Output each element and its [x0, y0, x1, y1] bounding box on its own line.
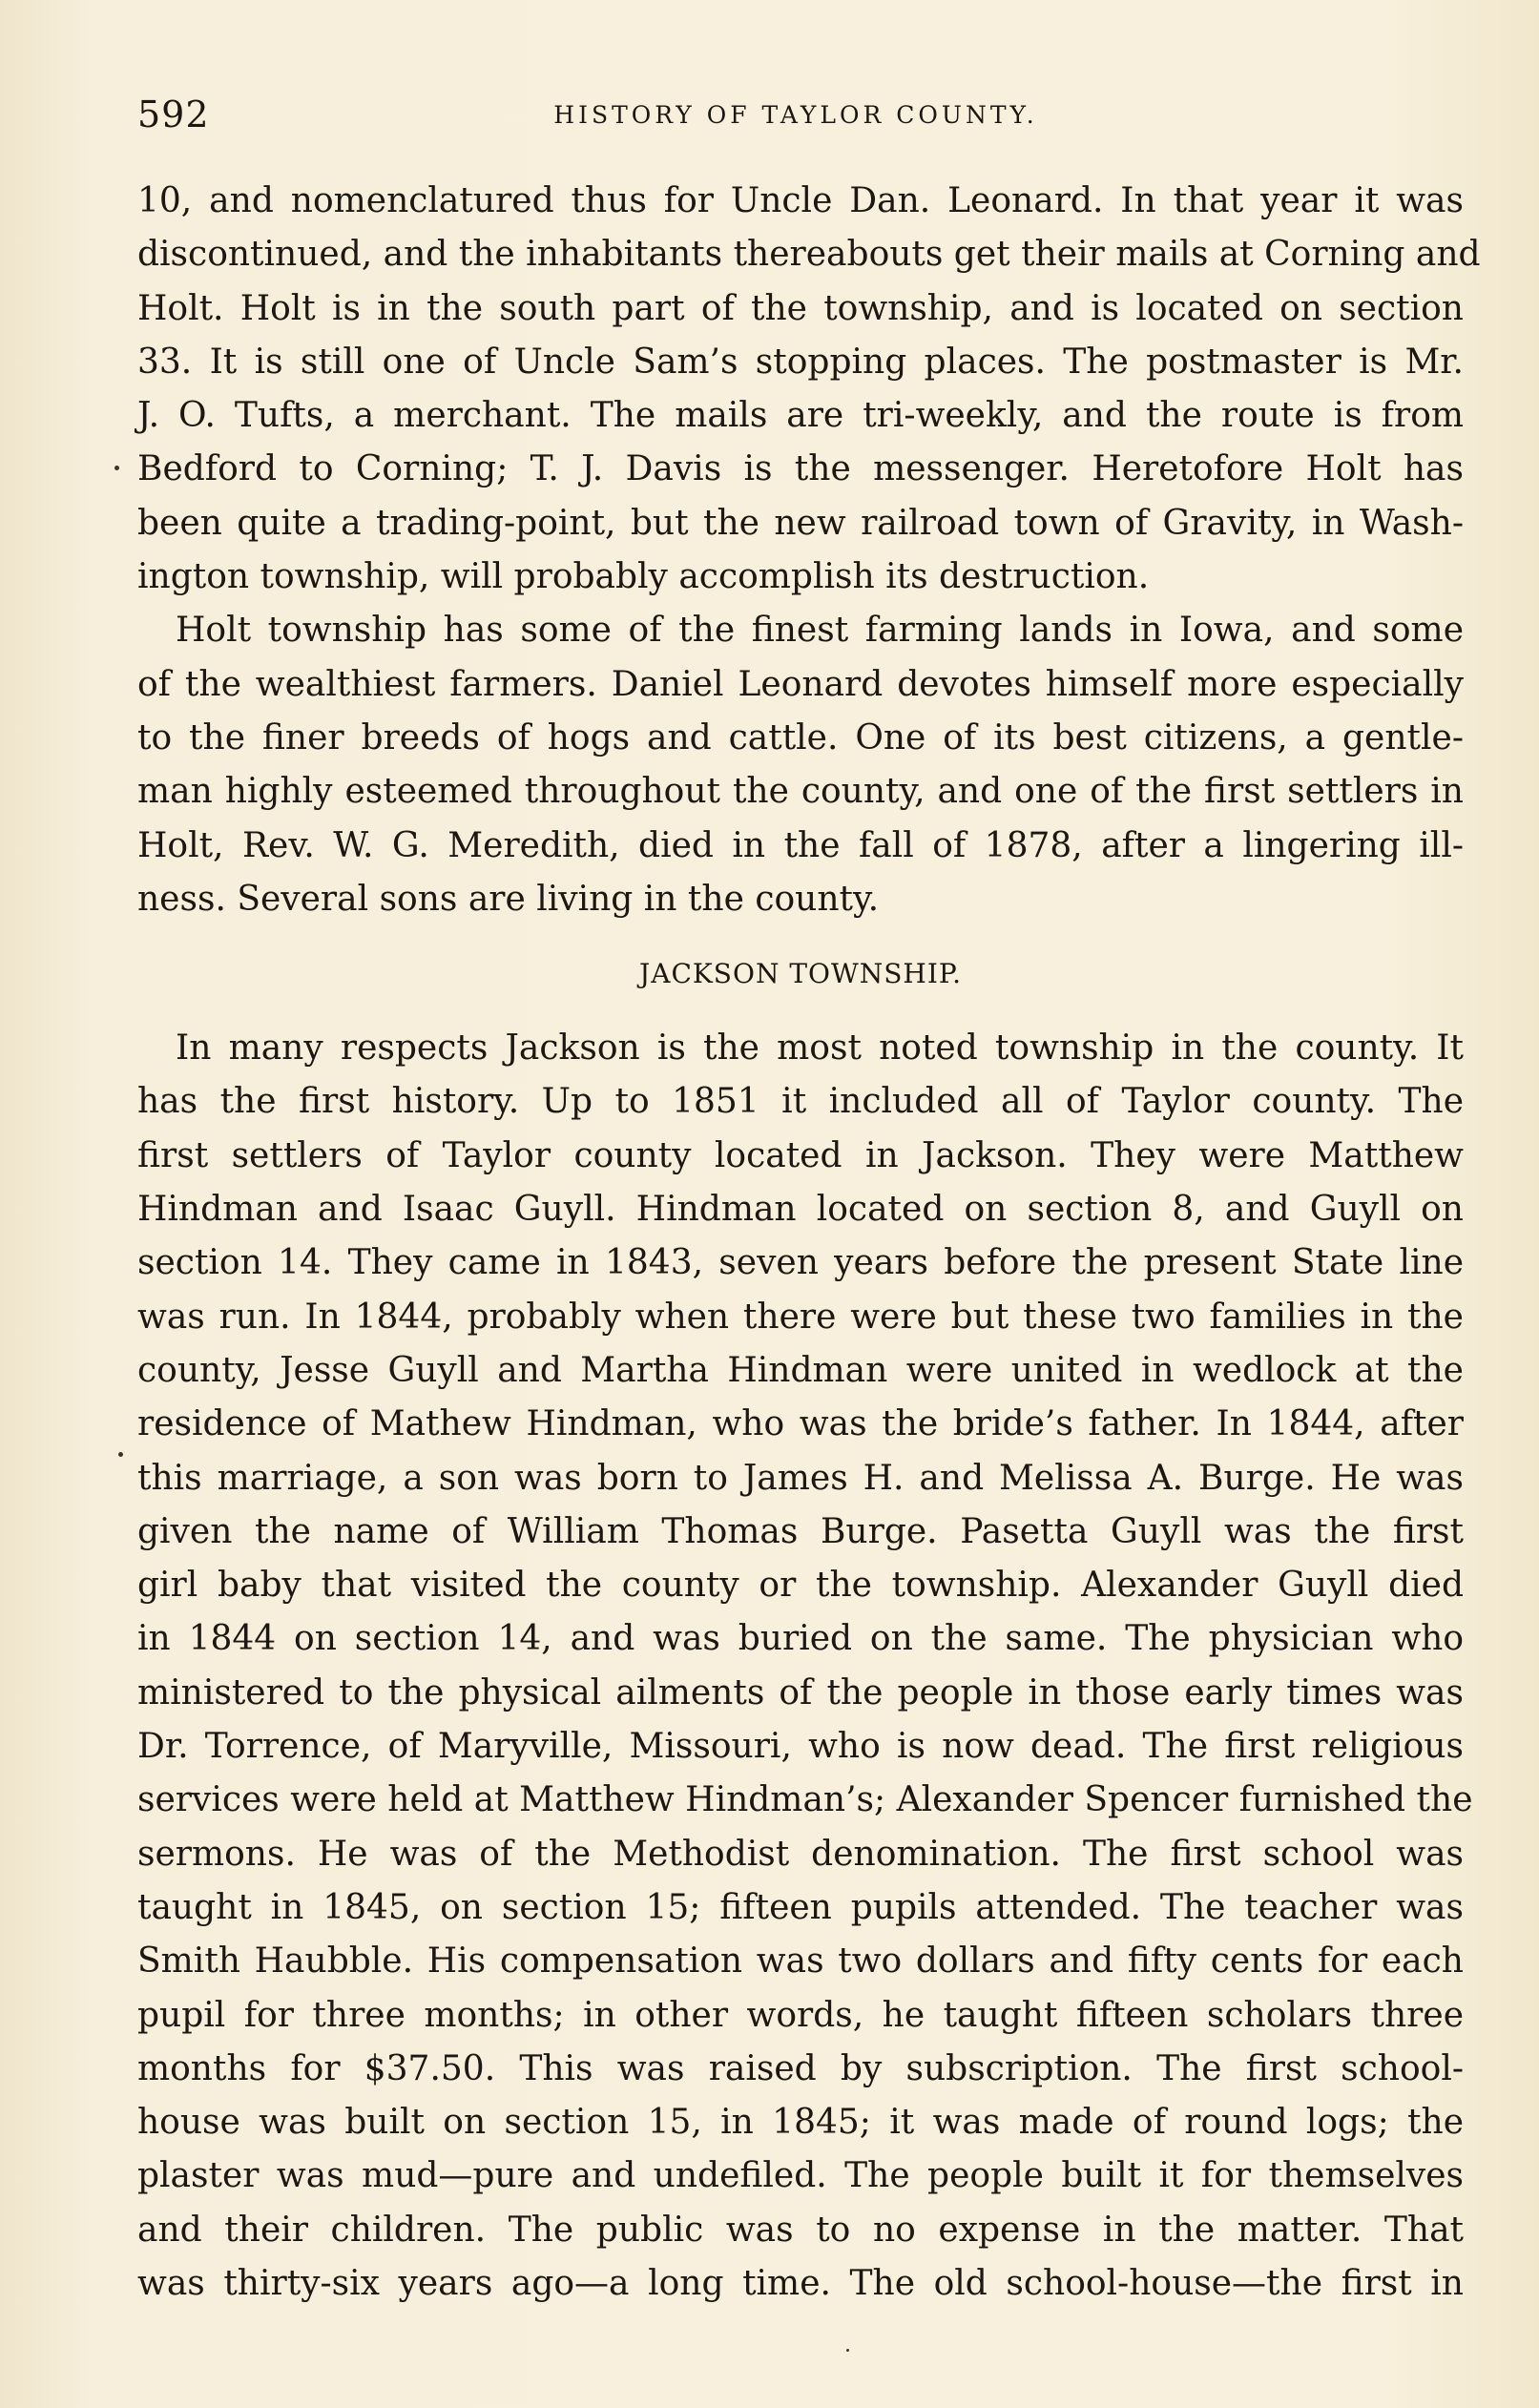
text-line: been quite a trading-point, but the new railroad town of Gravity, in Wash-: [137, 503, 1464, 543]
ink-speck: [114, 466, 119, 470]
text-line: sermons. He was of the Methodist denomination. The first school was: [137, 1834, 1464, 1874]
text-line: Holt. Holt is in the south part of the township, and is located on section: [137, 288, 1464, 328]
text-line: plaster was mud—pure and undefiled. The people built it for themselves: [137, 2156, 1464, 2196]
text-line: 10, and nomenclatured thus for Uncle Dan. Leonard. In that year it was: [137, 181, 1464, 220]
text-line: ministered to the physical ailments of the people in those early times was: [137, 1672, 1464, 1713]
text-line: house was built on section 15, in 1845; it was made of round logs; the: [137, 2103, 1464, 2143]
text-line: In many respects Jackson is the most noted township in the county. It: [176, 1028, 1464, 1069]
text-line: Holt township has some of the finest farming lands in Iowa, and some: [176, 611, 1464, 651]
paragraph-holt-postoffice: [137, 175, 1481, 604]
paragraph-holt-township: [137, 604, 1464, 926]
text-line: of the wealthiest farmers. Daniel Leonard devotes himself more especially: [137, 664, 1464, 704]
text-line: Dr. Torrence, of Maryville, Missouri, who is now dead. The first religious: [137, 1727, 1464, 1767]
ink-speck: [846, 2349, 849, 2352]
text-line: county, Jesse Guyll and Martha Hindman were united in wedlock at the: [137, 1350, 1464, 1390]
text-line: and their children. The public was to no expense in the matter. That: [137, 2210, 1464, 2250]
text-line: to the finer breeds of hogs and cattle. One of its best citizens, a gentle-: [137, 717, 1464, 758]
text-line: services were held at Matthew Hindman’s; Alexander Spencer furnished the: [137, 1780, 1473, 1820]
text-line: section 14. They came in 1843, seven years before the present State line: [137, 1243, 1464, 1283]
text-line: months for $37.50. This was raised by subscription. The first school-: [137, 2048, 1464, 2088]
text-line: in 1844 on section 14, and was buried on the same. The physician who: [137, 1619, 1464, 1659]
text-line: Smith Haubble. His compensation was two dollars and fifty cents for each: [137, 1941, 1464, 1982]
text-line: ington township, will probably accomplish its destruction.: [137, 557, 1150, 597]
text-line: man highly esteemed throughout the county, and one of the first settlers in: [137, 772, 1464, 812]
text-line: residence of Mathew Hindman, who was the bride’s father. In 1844, after: [137, 1404, 1464, 1444]
text-line: was run. In 1844, probably when there were but these two families in the: [137, 1297, 1464, 1337]
text-line: given the name of William Thomas Burge. Pasetta Guyll was the first: [137, 1511, 1464, 1551]
page-header: [137, 93, 1454, 141]
text-line: ness. Several sons are living in the county.: [137, 879, 880, 919]
text-line: taught in 1845, on section 15; fifteen pupils attended. The teacher was: [137, 1887, 1464, 1927]
running-head: HISTORY OF TAYLOR COUNTY.: [553, 101, 1038, 129]
text-line: Bedford to Corning; T. J. Davis is the messenger. Heretofore Holt has: [137, 449, 1464, 489]
text-line: Hindman and Isaac Guyll. Hindman located on section 8, and Guyll on: [137, 1190, 1464, 1230]
text-line: first settlers of Taylor county located in Jackson. They were Matthew: [137, 1135, 1464, 1175]
text-line: discontinued, and the inhabitants thereabouts get their mails at Corning and: [137, 235, 1481, 275]
section-heading: JACKSON TOWNSHIP.: [639, 958, 962, 990]
text-line: 33. It is still one of Uncle Sam’s stopping places. The postmaster is Mr.: [137, 342, 1464, 382]
page-number: 592: [137, 93, 210, 135]
ink-speck: [118, 1452, 123, 1457]
text-line: has the first history. Up to 1851 it included all of Taylor county. The: [137, 1082, 1464, 1122]
text-line: pupil for three months; in other words, he taught fifteen scholars three: [137, 1995, 1464, 2035]
text-line: was thirty-six years ago—a long time. The old school-house—the first in: [137, 2263, 1464, 2303]
text-line: Holt, Rev. W. G. Meredith, died in the fall of 1878, after a lingering ill-: [137, 825, 1464, 865]
page-body: [137, 175, 1481, 2311]
text-line: this marriage, a son was born to James H. and Melissa A. Burge. He was: [137, 1458, 1464, 1498]
text-line: J. O. Tufts, a merchant. The mails are tri-weekly, and the route is from: [137, 396, 1464, 436]
paragraph-jackson-township: [137, 1022, 1473, 2311]
text-line: girl baby that visited the county or the township. Alexander Guyll died: [137, 1566, 1464, 1606]
